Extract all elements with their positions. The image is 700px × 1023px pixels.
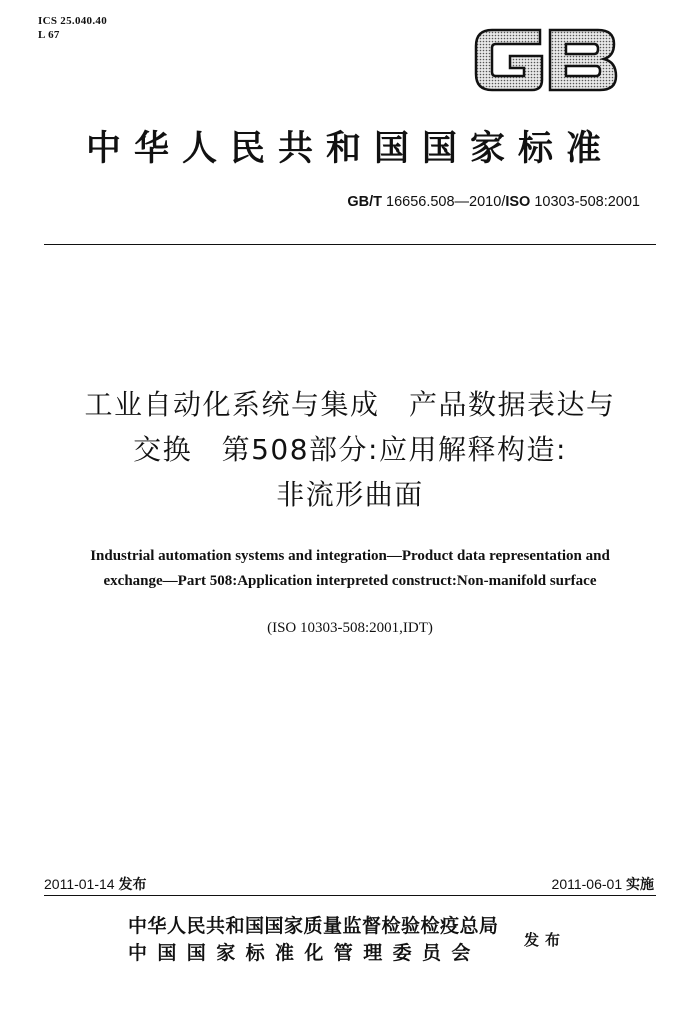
chinese-title-line-3: 非流形曲面 (276, 478, 424, 511)
chinese-title-line-1: 工业自动化系统与集成 产品数据表达与 (84, 388, 616, 421)
ics-code: ICS 25.040.40 (38, 15, 107, 27)
standard-prefix: GB/T (347, 194, 382, 210)
iso-reference: (ISO 10303-508:2001,IDT) (267, 620, 433, 636)
english-title-line-2: exchange—Part 508:Application interpreted construct:Non-manifold surface (103, 573, 597, 589)
chinese-title-line-2: 交换 第508部分:应用解释构造: (133, 433, 567, 466)
standard-number-value: 16656.508—2010/ (386, 194, 506, 210)
iso-prefix: ISO (505, 194, 531, 210)
standard-number (300, 194, 640, 210)
issue-date-value: 2011-01-14 (44, 876, 115, 892)
publish-label: 发布 (524, 931, 567, 949)
english-title (30, 544, 670, 594)
chinese-title (20, 382, 680, 517)
issue-label: 发布 (118, 877, 147, 893)
english-title-line-1: Industrial automation systems and integration—Product data representation and (90, 548, 610, 564)
implementation-label: 实施 (626, 877, 654, 893)
issue-date (44, 874, 146, 894)
implementation-date-value: 2011-06-01 (551, 876, 623, 892)
issuer-line-2: 中国国家标准化管理委员会 (128, 942, 481, 964)
ccs-code: L 67 (38, 29, 60, 41)
issuing-authorities (128, 913, 499, 967)
top-divider (44, 244, 656, 245)
bottom-divider (44, 895, 656, 896)
issuer-line-1: 中华人民共和国国家质量监督检验检疫总局 (128, 915, 499, 937)
implementation-date (400, 874, 654, 894)
iso-number: 10303-508:2001 (534, 194, 640, 210)
country-standard-title: 中华人民共和国国家标准 (85, 128, 614, 169)
classification-codes (38, 14, 107, 42)
gb-logo (470, 22, 620, 98)
